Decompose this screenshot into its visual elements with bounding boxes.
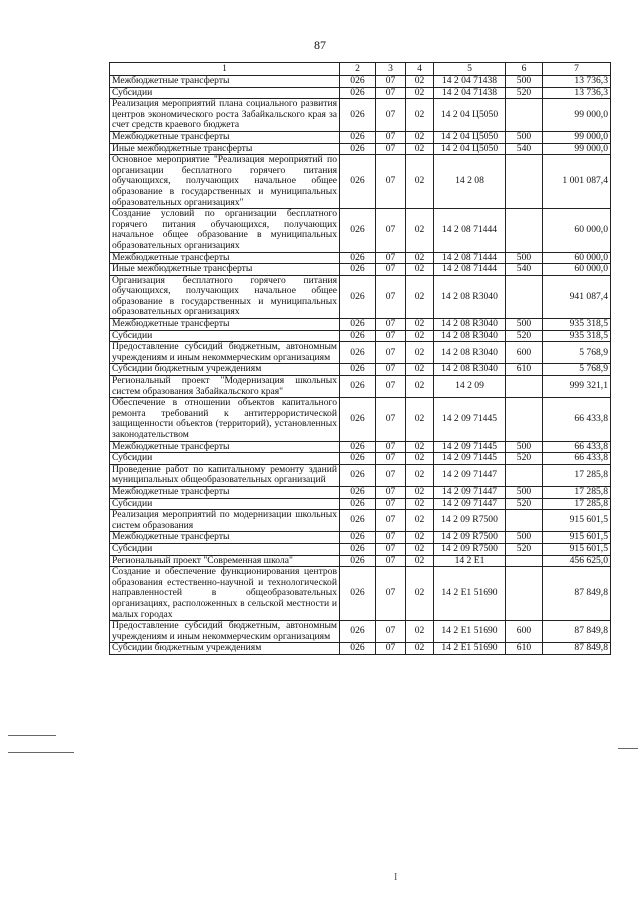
cell-subsection: 02 — [406, 532, 434, 544]
cell-subsection: 02 — [406, 486, 434, 498]
cell-amount: 17 285,8 — [543, 464, 611, 486]
table-row — [110, 643, 611, 655]
row-name: Субсидии — [110, 498, 340, 510]
cell-admin-code: 026 — [340, 555, 376, 567]
table-row — [110, 498, 611, 510]
cell-amount: 5 768,9 — [543, 342, 611, 364]
table-row — [110, 567, 611, 621]
cell-section: 07 — [376, 555, 406, 567]
cell-subsection: 02 — [406, 643, 434, 655]
cell-amount: 87 849,8 — [543, 621, 611, 643]
cell-expense-type: 500 — [506, 319, 543, 331]
cell-section: 07 — [376, 464, 406, 486]
row-name: Региональный проект "Современная школа" — [110, 555, 340, 567]
row-name: Региональный проект "Модернизация школьных систем образования Забайкальского края" — [110, 376, 340, 398]
row-name: Межбюджетные трансферты — [110, 319, 340, 331]
cell-target-article: 14 2 08 R3040 — [434, 275, 506, 318]
cell-amount: 60 000,0 — [543, 264, 611, 276]
cell-admin-code: 026 — [340, 131, 376, 143]
cell-expense-type: 500 — [506, 131, 543, 143]
column-header: 5 — [434, 63, 506, 76]
cell-target-article: 14 2 09 71445 — [434, 441, 506, 453]
cell-target-article: 14 2 08 — [434, 155, 506, 209]
table-row — [110, 532, 611, 544]
cell-subsection: 02 — [406, 621, 434, 643]
cell-target-article: 14 2 08 R3040 — [434, 364, 506, 376]
row-name: Создание и обеспечение функционирования центров образования естественно-научной и технологической направленностей в общеобразовательных организациях, расположенных в сельской местности и малых городах — [110, 567, 340, 621]
margin-line-right — [618, 748, 638, 749]
row-name: Создание условий по организации бесплатного горячего питания обучающихся, получающих начальное общее образование в муниципальных образовательных организациях — [110, 209, 340, 252]
table-row — [110, 398, 611, 441]
cell-target-article: 14 2 09 R7500 — [434, 510, 506, 532]
cell-target-article: 14 2 04 71438 — [434, 76, 506, 88]
cell-admin-code: 026 — [340, 376, 376, 398]
row-name: Реализация мероприятий по модернизации школьных систем образования — [110, 510, 340, 532]
table-row — [110, 621, 611, 643]
cell-target-article: 14 2 08 71444 — [434, 209, 506, 252]
cell-admin-code: 026 — [340, 275, 376, 318]
table-body — [110, 76, 611, 655]
column-header: 6 — [506, 63, 543, 76]
cell-expense-type — [506, 510, 543, 532]
cell-admin-code: 026 — [340, 143, 376, 155]
page-number: 87 — [314, 38, 326, 52]
cell-target-article: 14 2 E1 51690 — [434, 643, 506, 655]
cell-expense-type — [506, 567, 543, 621]
cell-section: 07 — [376, 621, 406, 643]
cell-target-article: 14 2 08 R3040 — [434, 330, 506, 342]
cell-subsection: 02 — [406, 364, 434, 376]
cell-expense-type: 500 — [506, 76, 543, 88]
cell-subsection: 02 — [406, 99, 434, 132]
table-row — [110, 342, 611, 364]
cell-section: 07 — [376, 155, 406, 209]
cell-amount: 99 000,0 — [543, 99, 611, 132]
cell-section: 07 — [376, 567, 406, 621]
cell-expense-type: 610 — [506, 364, 543, 376]
table-row — [110, 555, 611, 567]
table-row — [110, 155, 611, 209]
cell-expense-type: 500 — [506, 486, 543, 498]
cell-target-article: 14 2 04 Ц5050 — [434, 143, 506, 155]
cell-expense-type: 600 — [506, 342, 543, 364]
cell-amount: 999 321,1 — [543, 376, 611, 398]
cell-admin-code: 026 — [340, 532, 376, 544]
row-name: Субсидии — [110, 87, 340, 99]
cell-section: 07 — [376, 87, 406, 99]
cell-target-article: 14 2 E1 51690 — [434, 621, 506, 643]
table-row — [110, 364, 611, 376]
cell-amount: 99 000,0 — [543, 131, 611, 143]
table-row — [110, 143, 611, 155]
cell-expense-type: 540 — [506, 143, 543, 155]
table-row — [110, 264, 611, 276]
table-row — [110, 209, 611, 252]
cell-expense-type — [506, 209, 543, 252]
cell-expense-type — [506, 155, 543, 209]
row-name: Обеспечение в отношении объектов капитального ремонта требований к антитеррористической защищенности объектов (территорий), установленных законодательством — [110, 398, 340, 441]
row-name: Предоставление субсидий бюджетным, автономным учреждениям и иным некоммерческим организациям — [110, 621, 340, 643]
cell-expense-type — [506, 464, 543, 486]
cell-admin-code: 026 — [340, 319, 376, 331]
cell-expense-type — [506, 376, 543, 398]
cell-expense-type — [506, 398, 543, 441]
cell-section: 07 — [376, 264, 406, 276]
cell-section: 07 — [376, 364, 406, 376]
cell-section: 07 — [376, 543, 406, 555]
cell-section: 07 — [376, 76, 406, 88]
cell-amount: 456 625,0 — [543, 555, 611, 567]
cell-target-article: 14 2 09 R7500 — [434, 543, 506, 555]
cell-section: 07 — [376, 441, 406, 453]
cell-subsection: 02 — [406, 155, 434, 209]
footer-mark: I — [394, 872, 398, 883]
cell-target-article: 14 2 04 Ц5050 — [434, 99, 506, 132]
cell-expense-type — [506, 275, 543, 318]
cell-subsection: 02 — [406, 319, 434, 331]
margin-line-left — [8, 752, 74, 753]
cell-admin-code: 026 — [340, 209, 376, 252]
cell-subsection: 02 — [406, 441, 434, 453]
table-row — [110, 376, 611, 398]
row-name: Межбюджетные трансферты — [110, 441, 340, 453]
cell-admin-code: 026 — [340, 498, 376, 510]
cell-admin-code: 026 — [340, 99, 376, 132]
cell-expense-type — [506, 555, 543, 567]
table-row — [110, 330, 611, 342]
column-header: 4 — [406, 63, 434, 76]
cell-subsection: 02 — [406, 464, 434, 486]
row-name: Межбюджетные трансферты — [110, 252, 340, 264]
cell-section: 07 — [376, 330, 406, 342]
cell-subsection: 02 — [406, 143, 434, 155]
cell-target-article: 14 2 08 71444 — [434, 264, 506, 276]
row-name: Межбюджетные трансферты — [110, 131, 340, 143]
row-name: Проведение работ по капитальному ремонту зданий муниципальных общеобразовательных организаций — [110, 464, 340, 486]
cell-section: 07 — [376, 275, 406, 318]
cell-section: 07 — [376, 453, 406, 465]
cell-amount: 87 849,8 — [543, 567, 611, 621]
row-name: Предоставление субсидий бюджетным, автономным учреждениям и иным некоммерческим организациям — [110, 342, 340, 364]
cell-amount: 60 000,0 — [543, 209, 611, 252]
table-row — [110, 252, 611, 264]
cell-expense-type — [506, 99, 543, 132]
cell-subsection: 02 — [406, 555, 434, 567]
cell-target-article: 14 2 09 R7500 — [434, 532, 506, 544]
cell-subsection: 02 — [406, 498, 434, 510]
cell-section: 07 — [376, 532, 406, 544]
cell-expense-type: 610 — [506, 643, 543, 655]
cell-subsection: 02 — [406, 543, 434, 555]
cell-admin-code: 026 — [340, 398, 376, 441]
cell-amount: 935 318,5 — [543, 319, 611, 331]
cell-section: 07 — [376, 209, 406, 252]
table-row — [110, 76, 611, 88]
cell-admin-code: 026 — [340, 643, 376, 655]
row-name: Основное мероприятие "Реализация мероприятий по организации бесплатного горячего питания обучающихся, получающих начальное общее образование в государственных и муниципальных образовательных организациях" — [110, 155, 340, 209]
cell-admin-code: 026 — [340, 510, 376, 532]
cell-amount: 5 768,9 — [543, 364, 611, 376]
table-row — [110, 486, 611, 498]
column-header: 2 — [340, 63, 376, 76]
table-row — [110, 131, 611, 143]
cell-admin-code: 026 — [340, 464, 376, 486]
cell-section: 07 — [376, 143, 406, 155]
cell-expense-type: 500 — [506, 441, 543, 453]
cell-target-article: 14 2 09 71447 — [434, 498, 506, 510]
cell-section: 07 — [376, 376, 406, 398]
row-name: Субсидии — [110, 453, 340, 465]
cell-subsection: 02 — [406, 342, 434, 364]
cell-subsection: 02 — [406, 330, 434, 342]
cell-admin-code: 026 — [340, 486, 376, 498]
cell-subsection: 02 — [406, 252, 434, 264]
column-header: 1 — [110, 63, 340, 76]
cell-subsection: 02 — [406, 87, 434, 99]
cell-admin-code: 026 — [340, 330, 376, 342]
row-name: Иные межбюджетные трансферты — [110, 264, 340, 276]
table-row — [110, 464, 611, 486]
cell-section: 07 — [376, 643, 406, 655]
cell-expense-type: 520 — [506, 543, 543, 555]
cell-admin-code: 026 — [340, 342, 376, 364]
cell-amount: 66 433,8 — [543, 441, 611, 453]
cell-target-article: 14 2 09 71447 — [434, 464, 506, 486]
cell-expense-type: 500 — [506, 252, 543, 264]
cell-section: 07 — [376, 486, 406, 498]
cell-expense-type: 540 — [506, 264, 543, 276]
cell-amount: 915 601,5 — [543, 510, 611, 532]
cell-amount: 17 285,8 — [543, 486, 611, 498]
cell-amount: 13 736,3 — [543, 87, 611, 99]
cell-expense-type: 600 — [506, 621, 543, 643]
cell-admin-code: 026 — [340, 621, 376, 643]
cell-amount: 66 433,8 — [543, 453, 611, 465]
cell-subsection: 02 — [406, 264, 434, 276]
cell-target-article: 14 2 E1 51690 — [434, 567, 506, 621]
table-row — [110, 543, 611, 555]
cell-section: 07 — [376, 252, 406, 264]
cell-amount: 99 000,0 — [543, 143, 611, 155]
cell-target-article: 14 2 04 Ц5050 — [434, 131, 506, 143]
cell-admin-code: 026 — [340, 567, 376, 621]
column-header: 3 — [376, 63, 406, 76]
row-name: Субсидии — [110, 330, 340, 342]
cell-amount: 915 601,5 — [543, 543, 611, 555]
cell-target-article: 14 2 04 71438 — [434, 87, 506, 99]
row-name: Иные межбюджетные трансферты — [110, 143, 340, 155]
row-name: Межбюджетные трансферты — [110, 76, 340, 88]
table-row — [110, 510, 611, 532]
row-name: Реализация мероприятий плана социального развития центров экономического роста Забайкальского края за счет средств краевого бюджета — [110, 99, 340, 132]
cell-section: 07 — [376, 131, 406, 143]
cell-expense-type: 520 — [506, 330, 543, 342]
cell-amount: 13 736,3 — [543, 76, 611, 88]
table-header-row — [110, 63, 611, 76]
table-row — [110, 441, 611, 453]
budget-table — [109, 62, 611, 655]
cell-amount: 66 433,8 — [543, 398, 611, 441]
cell-admin-code: 026 — [340, 87, 376, 99]
cell-admin-code: 026 — [340, 264, 376, 276]
cell-expense-type: 500 — [506, 532, 543, 544]
cell-expense-type: 520 — [506, 87, 543, 99]
row-name: Субсидии бюджетным учреждениям — [110, 643, 340, 655]
cell-section: 07 — [376, 510, 406, 532]
cell-admin-code: 026 — [340, 441, 376, 453]
column-header: 7 — [543, 63, 611, 76]
cell-admin-code: 026 — [340, 76, 376, 88]
cell-subsection: 02 — [406, 376, 434, 398]
cell-expense-type: 520 — [506, 453, 543, 465]
cell-subsection: 02 — [406, 567, 434, 621]
table-row — [110, 99, 611, 132]
cell-amount: 1 001 087,4 — [543, 155, 611, 209]
cell-admin-code: 026 — [340, 155, 376, 209]
cell-target-article: 14 2 09 71445 — [434, 453, 506, 465]
cell-subsection: 02 — [406, 275, 434, 318]
cell-amount: 941 087,4 — [543, 275, 611, 318]
cell-subsection: 02 — [406, 510, 434, 532]
cell-subsection: 02 — [406, 453, 434, 465]
table-row — [110, 453, 611, 465]
cell-admin-code: 026 — [340, 453, 376, 465]
cell-amount: 17 285,8 — [543, 498, 611, 510]
row-name: Межбюджетные трансферты — [110, 486, 340, 498]
row-name: Организация бесплатного горячего питания обучающихся, получающих начальное общее образование в государственных и муниципальных образовательных организациях — [110, 275, 340, 318]
cell-target-article: 14 2 09 — [434, 376, 506, 398]
cell-amount: 87 849,8 — [543, 643, 611, 655]
cell-subsection: 02 — [406, 131, 434, 143]
cell-admin-code: 026 — [340, 543, 376, 555]
row-name: Межбюджетные трансферты — [110, 532, 340, 544]
cell-amount: 915 601,5 — [543, 532, 611, 544]
cell-subsection: 02 — [406, 209, 434, 252]
cell-subsection: 02 — [406, 398, 434, 441]
cell-section: 07 — [376, 319, 406, 331]
row-name: Субсидии бюджетным учреждениям — [110, 364, 340, 376]
cell-subsection: 02 — [406, 76, 434, 88]
table-row — [110, 87, 611, 99]
cell-target-article: 14 2 08 R3040 — [434, 319, 506, 331]
cell-admin-code: 026 — [340, 252, 376, 264]
cell-admin-code: 026 — [340, 364, 376, 376]
cell-amount: 935 318,5 — [543, 330, 611, 342]
cell-amount: 60 000,0 — [543, 252, 611, 264]
table-row — [110, 319, 611, 331]
cell-section: 07 — [376, 342, 406, 364]
table-row — [110, 275, 611, 318]
cell-section: 07 — [376, 99, 406, 132]
cell-target-article: 14 2 09 71445 — [434, 398, 506, 441]
margin-line-left — [8, 735, 56, 736]
cell-section: 07 — [376, 398, 406, 441]
cell-target-article: 14 2 08 71444 — [434, 252, 506, 264]
row-name: Субсидии — [110, 543, 340, 555]
cell-target-article: 14 2 08 R3040 — [434, 342, 506, 364]
cell-expense-type: 520 — [506, 498, 543, 510]
cell-section: 07 — [376, 498, 406, 510]
cell-target-article: 14 2 E1 — [434, 555, 506, 567]
cell-target-article: 14 2 09 71447 — [434, 486, 506, 498]
